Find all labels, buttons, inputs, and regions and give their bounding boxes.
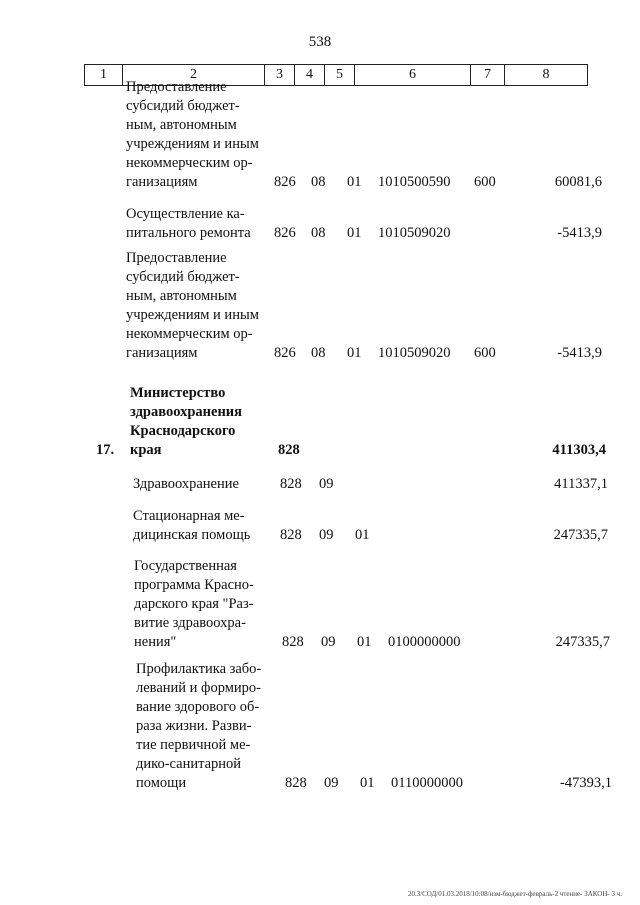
cell-col-8: 411337,1: [554, 476, 608, 492]
row-name-line: ным, автономным: [126, 288, 237, 304]
row-name-line: Министерство: [130, 385, 226, 401]
row-name-line: ганизациям: [126, 174, 198, 190]
cell-col-3: 828: [285, 775, 307, 791]
row-name-line: учреждениям и иным: [126, 307, 259, 323]
cell-col-5: 01: [360, 775, 375, 791]
header-col-5: 5: [325, 65, 355, 85]
cell-col-3: 828: [280, 476, 302, 492]
row-name-line: здравоохранения: [130, 404, 242, 420]
cell-col-7: 600: [474, 345, 496, 361]
row-name-line: Предоставление: [126, 79, 227, 95]
cell-col-5: 01: [347, 174, 362, 190]
row-name-line: дико-санитарной: [136, 756, 242, 772]
cell-col-8: 60081,6: [554, 174, 602, 190]
header-col-8: 8: [542, 67, 550, 82]
row-name-line: леваний и формиро-: [136, 680, 261, 696]
row-name-line: ганизациям: [126, 345, 198, 361]
row-name-line: некоммерческим ор-: [126, 326, 253, 342]
row-name-line: некоммерческим ор-: [126, 155, 253, 171]
cell-col-3: 826: [274, 174, 296, 190]
cell-col-6: 1010500590: [378, 174, 451, 190]
row-name-line: Предоставление: [126, 250, 227, 266]
row-name-line: раза жизни. Разви-: [136, 718, 252, 734]
row-name-line: Осуществление ка-: [126, 206, 245, 222]
cell-col-6: 0100000000: [388, 634, 461, 650]
row-name-line: программа Красно-: [134, 577, 254, 593]
cell-col-5: 01: [347, 225, 362, 241]
cell-col-3: 826: [274, 345, 296, 361]
cell-col-5: 01: [347, 345, 362, 361]
header-col-1: 1: [85, 65, 123, 85]
cell-col-4: 09: [324, 775, 339, 791]
cell-col-5: 01: [355, 527, 370, 543]
cell-col-4: 08: [311, 345, 326, 361]
row-name-line: вание здорового об-: [136, 699, 260, 715]
row-name-line: ным, автономным: [126, 117, 237, 133]
footer-document-code: 20.3/СОД/01.03.2018/10:08/изм-бюджет-февраль-2 чтение- ЗАКОН- 3 ч.: [407, 890, 622, 898]
cell-col-7: 600: [474, 174, 496, 190]
header-col-7: 7: [471, 65, 505, 85]
row-name-line: края: [130, 442, 162, 458]
row-name-line: Государственная: [134, 558, 237, 574]
row-name-line: Профилактика забо-: [136, 661, 262, 677]
cell-col-4: 09: [321, 634, 336, 650]
row-name-line: дицинская помощь: [133, 527, 251, 543]
row-name-line: тие первичной ме-: [136, 737, 251, 753]
row-name-line: учреждениям и иным: [126, 136, 259, 152]
cell-col-5: 01: [357, 634, 372, 650]
row-name-line: Краснодарского: [130, 423, 236, 439]
row-name-line: питального ремонта: [126, 225, 251, 241]
cell-col-8: -47393,1: [560, 775, 612, 791]
cell-col-6: 1010509020: [378, 345, 451, 361]
cell-col-8: -5413,9: [557, 345, 602, 361]
cell-col-8: -5413,9: [557, 225, 602, 241]
row-name-line: Здравоохранение: [133, 476, 239, 492]
row-name-line: дарского края "Раз-: [134, 596, 254, 612]
cell-col-4: 09: [319, 527, 334, 543]
header-col-6: 6: [355, 65, 471, 85]
row-number: 17.: [96, 442, 115, 458]
cell-col-8: 247335,7: [553, 527, 608, 543]
row-name-line: витие здравоохра-: [134, 615, 246, 631]
page-number: 538: [308, 34, 332, 50]
header-col-4: 4: [295, 65, 325, 85]
row-name: [136, 660, 286, 793]
cell-col-3: 828: [282, 634, 304, 650]
row-name-line: субсидий бюджет-: [126, 98, 240, 114]
cell-col-3: 826: [274, 225, 296, 241]
cell-col-8: 247335,7: [555, 634, 610, 650]
cell-col-3: 828: [280, 527, 302, 543]
row-name-line: нения": [134, 634, 177, 650]
header-col-3: 3: [265, 65, 295, 85]
header-col-2: 2: [123, 65, 265, 85]
row-name-line: помощи: [136, 775, 187, 791]
cell-col-4: 08: [311, 225, 326, 241]
row-name-line: субсидий бюджет-: [126, 269, 240, 285]
cell-col-8: 411303,4: [552, 442, 606, 458]
cell-col-6: 1010509020: [378, 225, 451, 241]
row-name-line: Стационарная ме-: [133, 508, 245, 524]
cell-col-4: 08: [311, 174, 326, 190]
cell-col-4: 09: [319, 476, 334, 492]
cell-col-3: 828: [278, 442, 300, 458]
cell-col-6: 0110000000: [391, 775, 463, 791]
